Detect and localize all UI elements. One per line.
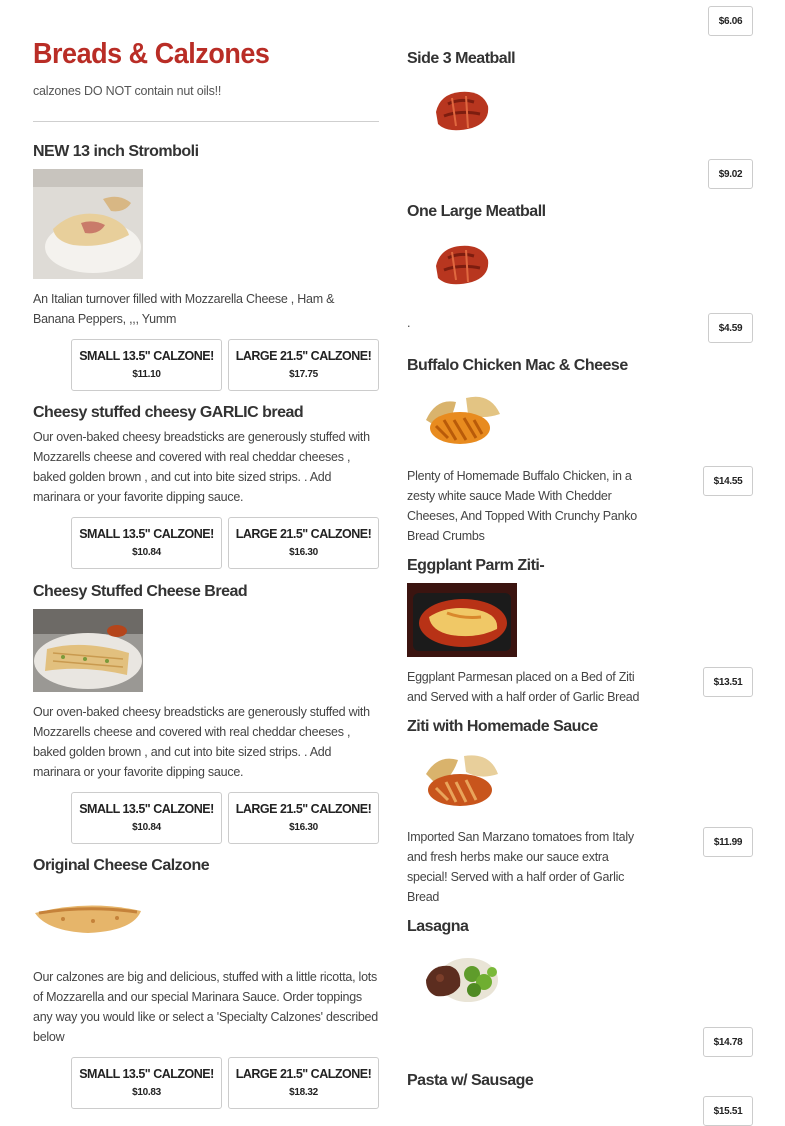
item-desc-ziti-homemade-sauce: Imported San Marzano tomatoes from Italy and fresh herbs make our sauce extra special! Served with a half order of Garlic Bread	[407, 830, 634, 904]
stromboli-photo[interactable]	[33, 169, 143, 279]
cheese-bread-photo[interactable]	[33, 609, 143, 692]
price-button-one-large-meatball[interactable]: $4.59	[708, 313, 753, 343]
buffalo-mac-photo[interactable]	[422, 390, 502, 448]
lasagna-photo[interactable]	[422, 952, 502, 1008]
item-desc-cheese-bread: Our oven-baked cheesy breadsticks are generously stuffed with Mozzarells cheese and covered with real cheddar cheeses , baked golden brown , and cut into bite sized strips. . Add marinara or your favorite dipping sauce.	[33, 705, 370, 779]
item-desc-eggplant-parm-ziti: Eggplant Parmesan placed on a Bed of Ziti and Served with a half order of Garlic Bread	[407, 670, 640, 704]
item-name-cheese-calzone[interactable]: Original Cheese Calzone	[33, 857, 210, 874]
item-name-side-3-meatball[interactable]: Side 3 Meatball	[407, 50, 516, 67]
price-button-previous-item[interactable]: $6.06	[708, 6, 753, 36]
calzone-photo[interactable]	[33, 893, 143, 943]
option-price: $11.10	[132, 369, 161, 380]
option-small-calzone-button[interactable]	[71, 517, 222, 569]
section-title: Breads & Calzones	[33, 38, 270, 70]
option-small-calzone-button[interactable]	[71, 339, 222, 391]
item-name-one-large-meatball[interactable]: One Large Meatball	[407, 203, 546, 220]
item-name-ziti-homemade-sauce[interactable]: Ziti with Homemade Sauce	[407, 718, 598, 735]
item-name-cheese-bread[interactable]: Cheesy Stuffed Cheese Bread	[33, 583, 248, 600]
option-large-calzone-button[interactable]	[228, 792, 379, 844]
option-price: $18.32	[289, 1087, 318, 1098]
option-small-calzone-button[interactable]	[71, 792, 222, 844]
price-button-buffalo-chicken-mac[interactable]: $14.55	[703, 466, 753, 496]
ziti-photo[interactable]	[420, 750, 502, 810]
item-name-eggplant-parm-ziti[interactable]: Eggplant Parm Ziti-	[407, 557, 545, 574]
item-desc-stromboli: An Italian turnover filled with Mozzarella Cheese , Ham & Banana Peppers, ,,, Yumm	[33, 292, 335, 326]
option-large-calzone-button[interactable]	[228, 1057, 379, 1109]
option-price: $16.30	[289, 547, 318, 558]
price-button-side-3-meatball[interactable]: $9.02	[708, 159, 753, 189]
item-name-lasagna[interactable]: Lasagna	[407, 918, 469, 935]
large-meatball-photo[interactable]	[430, 238, 492, 290]
price-button-ziti-homemade-sauce[interactable]: $11.99	[703, 827, 753, 857]
option-label: LARGE 21.5" CALZONE!	[235, 527, 372, 541]
item-desc-buffalo-chicken-mac: Plenty of Homemade Buffalo Chicken, in a zesty white sauce Made With Chedder Cheeses, And Topped With Crunchy Panko Bread Crumbs	[407, 469, 637, 543]
option-label: SMALL 13.5" CALZONE!	[79, 349, 214, 363]
item-name-garlic-bread[interactable]: Cheesy stuffed cheesy GARLIC bread	[33, 404, 304, 421]
option-large-calzone-button[interactable]	[228, 339, 379, 391]
option-price: $10.84	[132, 822, 161, 833]
option-price: $16.30	[289, 822, 318, 833]
item-desc-garlic-bread: Our oven-baked cheesy breadsticks are generously stuffed with Mozzarells cheese and covered with real cheddar cheeses , baked golden brown , and cut into bite sized strips. . Add marinara or your favorite dipping sauce.	[33, 430, 370, 504]
option-label: SMALL 13.5" CALZONE!	[79, 802, 214, 816]
item-desc-cheese-calzone: Our calzones are big and delicious, stuffed with a little ricotta, lots of Mozzarella and our special Marinara Sauce. Order toppings any way you would like or select a 'Specialty Calzones' described below	[33, 970, 378, 1044]
item-desc-one-large-meatball: .	[407, 316, 411, 330]
option-small-calzone-button[interactable]	[71, 1057, 222, 1109]
item-name-stromboli[interactable]: NEW 13 inch Stromboli	[33, 143, 199, 160]
option-price: $17.75	[289, 369, 318, 380]
option-price: $10.83	[132, 1087, 161, 1098]
price-button-pasta-sausage[interactable]: $15.51	[703, 1096, 753, 1126]
item-name-pasta-sausage[interactable]: Pasta w/ Sausage	[407, 1072, 534, 1089]
section-divider	[33, 121, 379, 122]
price-button-lasagna[interactable]: $14.78	[703, 1027, 753, 1057]
option-label: LARGE 21.5" CALZONE!	[235, 349, 372, 363]
section-note: calzones DO NOT contain nut oils!!	[33, 84, 222, 98]
eggplant-parm-photo[interactable]	[407, 583, 517, 657]
meatball-photo[interactable]	[430, 84, 492, 136]
option-label: LARGE 21.5" CALZONE!	[235, 802, 372, 816]
option-price: $10.84	[132, 547, 161, 558]
option-label: SMALL 13.5" CALZONE!	[79, 1067, 214, 1081]
option-label: LARGE 21.5" CALZONE!	[235, 1067, 372, 1081]
price-button-eggplant-parm-ziti[interactable]: $13.51	[703, 667, 753, 697]
option-label: SMALL 13.5" CALZONE!	[79, 527, 214, 541]
item-name-buffalo-chicken-mac[interactable]: Buffalo Chicken Mac & Cheese	[407, 357, 628, 374]
option-large-calzone-button[interactable]	[228, 517, 379, 569]
